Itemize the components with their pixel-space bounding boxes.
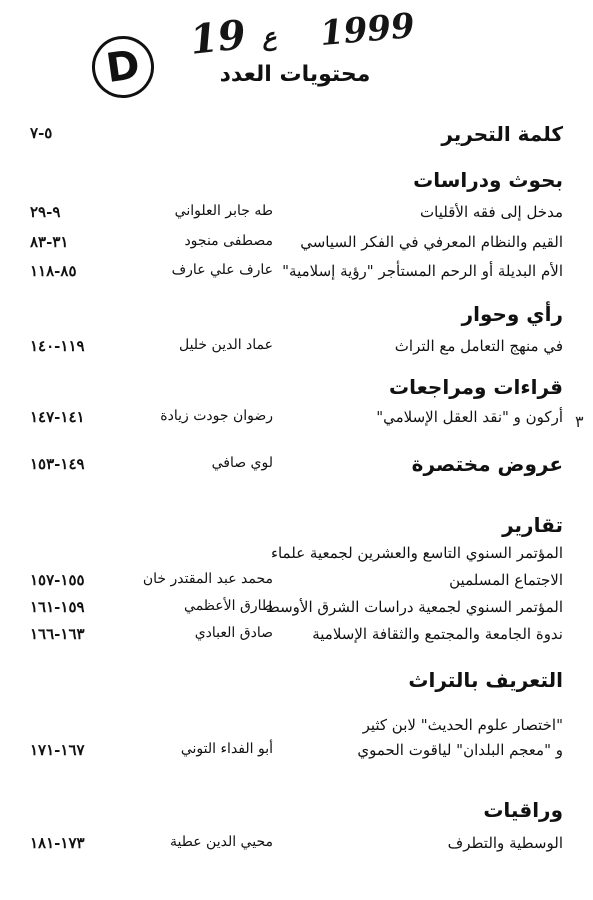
page-range: ١٦٣-١٦٦ [30, 625, 85, 643]
section-research [0, 168, 593, 194]
section-brief [0, 452, 593, 478]
article-author: صادق العبادي [194, 625, 273, 641]
section-heading: التعريف بالتراث [408, 668, 563, 692]
article-title: الوسطية والتطرف [447, 834, 563, 852]
toc-entry [0, 834, 593, 860]
article-title: ندوة الجامعة والمجتمع والثقافة الإسلامية [312, 625, 563, 643]
toc-entry [0, 337, 593, 363]
page-range: ٣١-٨٣ [30, 233, 69, 251]
section-heading: عروض مختصرة [411, 452, 563, 476]
section-papers [0, 798, 593, 824]
stamp-letter: D [103, 41, 143, 93]
article-author: طارق الأعظمي [184, 598, 273, 614]
section-editorial [0, 122, 593, 148]
article-author: أبو الفداء التوني [180, 741, 273, 757]
article-title: المؤتمر السنوي التاسع والعشرين لجمعية علماء [270, 544, 563, 562]
article-author: محيي الدين عطية [170, 834, 273, 850]
article-title-line2: و "معجم البلدان" لياقوت الحموي [357, 741, 563, 759]
article-author: محمد عبد المقتدر خان [142, 571, 273, 587]
section-reports [0, 513, 593, 539]
page-title: محتويات العدد [219, 62, 371, 87]
article-author: عارف علي عارف [171, 262, 273, 278]
toc-entry [0, 625, 593, 651]
toc-entry [0, 203, 593, 229]
margin-mark: ٣ [575, 412, 584, 431]
article-title: مدخل إلى فقه الأقليات [420, 203, 563, 221]
article-author: عماد الدين خليل [178, 337, 273, 353]
section-heading: بحوث ودراسات [413, 168, 563, 192]
section-heading: قراءات ومراجعات [389, 375, 563, 399]
toc-entry-continued [0, 741, 593, 767]
toc-entry [0, 598, 593, 624]
page-range: ١٥٥-١٥٧ [30, 571, 85, 589]
article-title: القيم والنظام المعرفي في الفكر السياسي [300, 233, 563, 251]
toc-entry-continued [0, 571, 593, 597]
section-heritage [0, 668, 593, 694]
article-title: الأم البديلة أو الرحم المستأجر "رؤية إسلامية" [282, 262, 563, 280]
article-author: طه جابر العلواني [174, 203, 273, 219]
page-range: ١٧٣-١٨١ [30, 834, 85, 852]
article-title: في منهج التعامل مع التراث [394, 337, 563, 355]
article-author: مصطفى منجود [184, 233, 273, 249]
article-title: "اختصار علوم الحديث" لابن كثير [362, 716, 563, 734]
toc-entry [0, 233, 593, 259]
article-title-line2: الاجتماع المسلمين [449, 571, 563, 589]
article-title: أركون و "نقد العقل الإسلامي" [376, 408, 563, 426]
page-range: ٥-٧ [30, 124, 53, 142]
toc-entry [0, 408, 593, 434]
article-author: لوي صافي [211, 455, 273, 471]
article-title: المؤتمر السنوي لجمعية دراسات الشرق الأوسط [265, 598, 563, 616]
toc-entry [0, 262, 593, 288]
section-heading: كلمة التحرير [441, 122, 563, 146]
page-range: ١١٩-١٤٠ [30, 337, 85, 355]
section-readings [0, 375, 593, 401]
page-range: ٨٥-١١٨ [30, 262, 77, 280]
handwritten-issue-number: 19 [187, 11, 248, 64]
page-range: ١٥٩-١٦١ [30, 598, 85, 616]
section-heading: وراقيات [483, 798, 563, 822]
page-range: ١٤٩-١٥٣ [30, 455, 85, 473]
handwritten-mark: ع [261, 21, 278, 52]
toc-entry [0, 716, 593, 742]
page-range: ١٤١-١٤٧ [30, 408, 85, 426]
section-opinion [0, 302, 593, 328]
handwritten-year: 1999 [318, 5, 417, 55]
article-author: رضوان جودت زيادة [160, 408, 273, 424]
toc-entry [0, 544, 593, 570]
page-range: ١٦٧-١٧١ [30, 741, 85, 759]
stamp-circle [88, 32, 158, 102]
page-range: ٩-٢٩ [30, 203, 61, 221]
section-heading: تقارير [502, 513, 563, 537]
section-heading: رأي وحوار [461, 302, 563, 326]
